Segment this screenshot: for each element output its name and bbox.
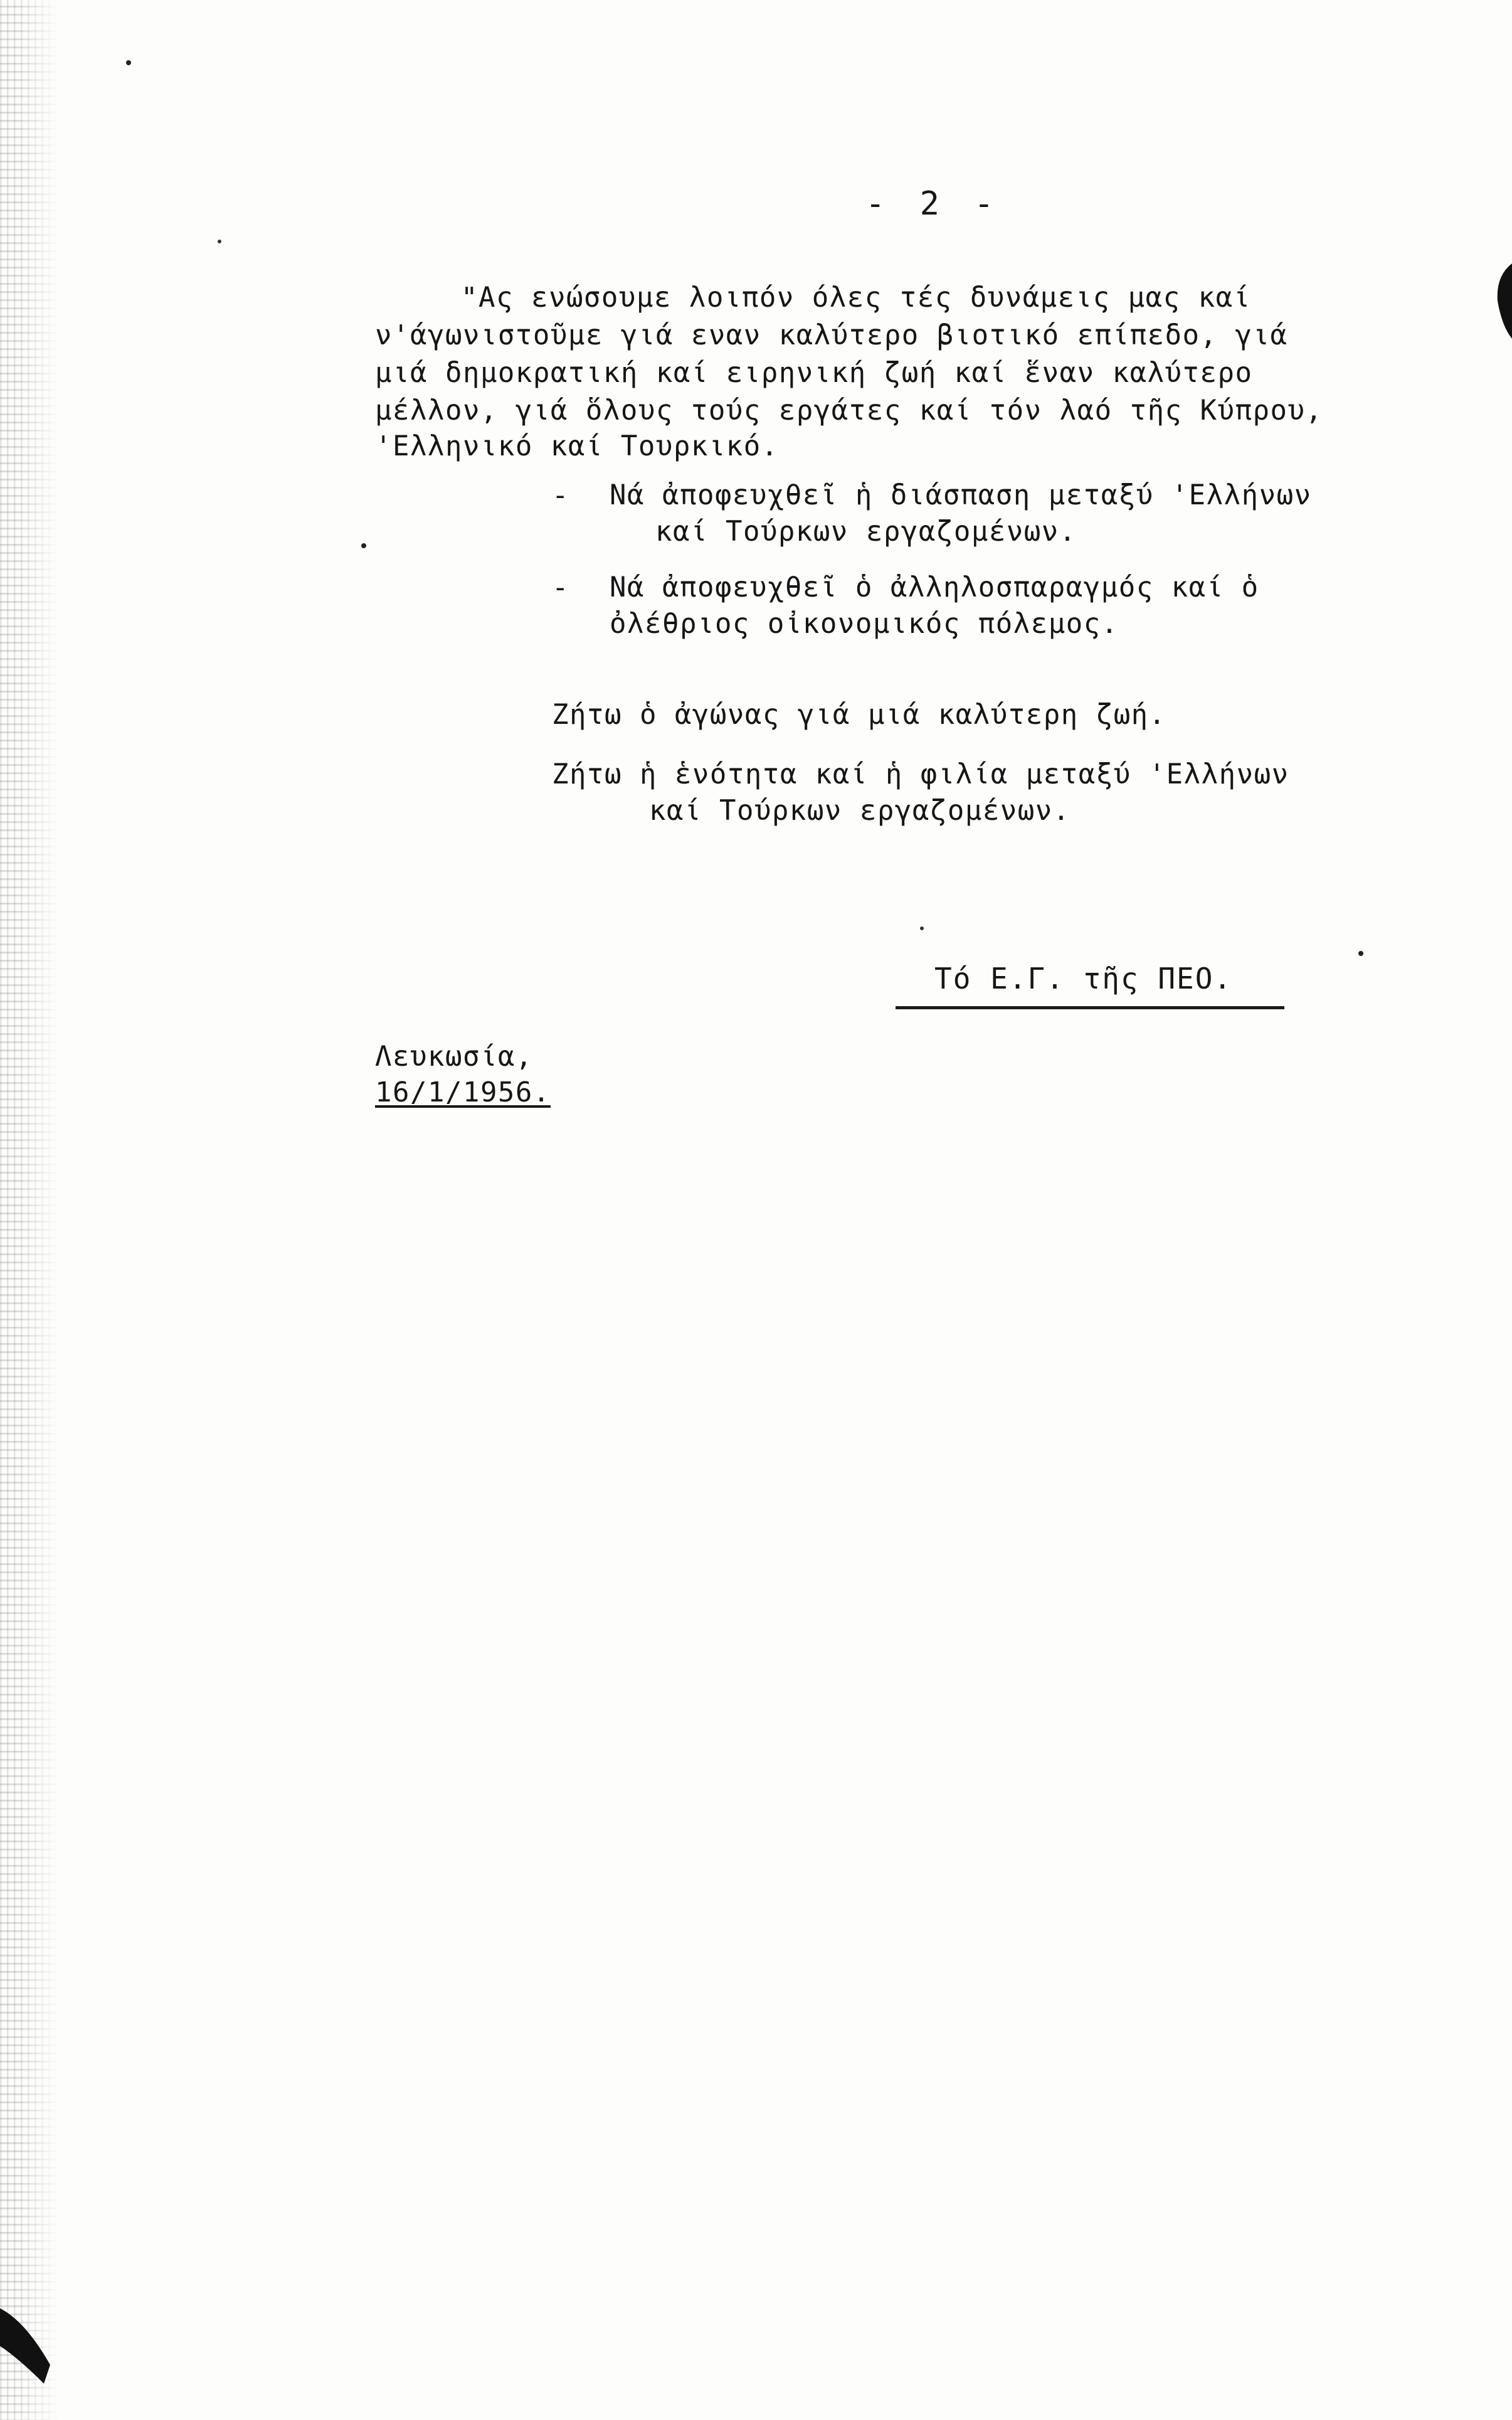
bullet-dash-2: - <box>552 571 569 603</box>
signature-underline <box>896 1006 1284 1009</box>
paragraph-line-2: ν'άγωνιστοῦμε γιά εναν καλύτερο βιοτικό επίπεδο, γιά <box>375 319 1288 351</box>
place-name: Λευκωσία, <box>375 1041 533 1073</box>
bullet-1-line-1: Νά ἀποφευχθεῖ ἡ διάσπαση μεταξύ 'Ελλήνων <box>610 479 1312 511</box>
bullet-1-line-2: καί Τούρκων εργαζομένων. <box>655 516 1077 548</box>
signature: Τό Ε.Γ. τῆς ΠΕΟ. <box>934 962 1233 995</box>
document-date: 16/1/1956. <box>375 1076 551 1108</box>
slogan-2-line-2: καί Τούρκων εργαζομένων. <box>649 795 1071 827</box>
bullet-2-line-1: Νά ἀποφευχθεῖ ὁ ἀλληλοσπαραγμός καί ὁ <box>610 571 1259 603</box>
bullet-dash-1: - <box>552 479 569 511</box>
page-number: - 2 - <box>865 185 1002 223</box>
paragraph-line-5: 'Ελληνικό καί Τουρκικό. <box>375 430 779 462</box>
slogan-1-line-1: Ζήτω ὁ ἀγώνας γιά μιά καλύτερη ζωή. <box>552 699 1166 731</box>
paragraph-line-3: μιά δημοκρατική καί ειρηνική ζωή καί ἕναν καλύτερο <box>375 357 1253 389</box>
bullet-2-line-2: ὀλέθριος οἰκονομικός πόλεμος. <box>610 608 1119 640</box>
paragraph-line-1: "Ας ενώσουμε λοιπόν όλες τές δυνάμεις μας καί <box>461 282 1251 314</box>
paragraph-line-4: μέλλον, γιά ὅλους τούς εργάτες καί τόν λαό τῆς Κύπρου, <box>375 395 1323 427</box>
slogan-2-line-1: Ζήτω ἡ ἑνότητα καί ἡ φιλία μεταξύ 'Ελλήνων <box>552 758 1289 790</box>
